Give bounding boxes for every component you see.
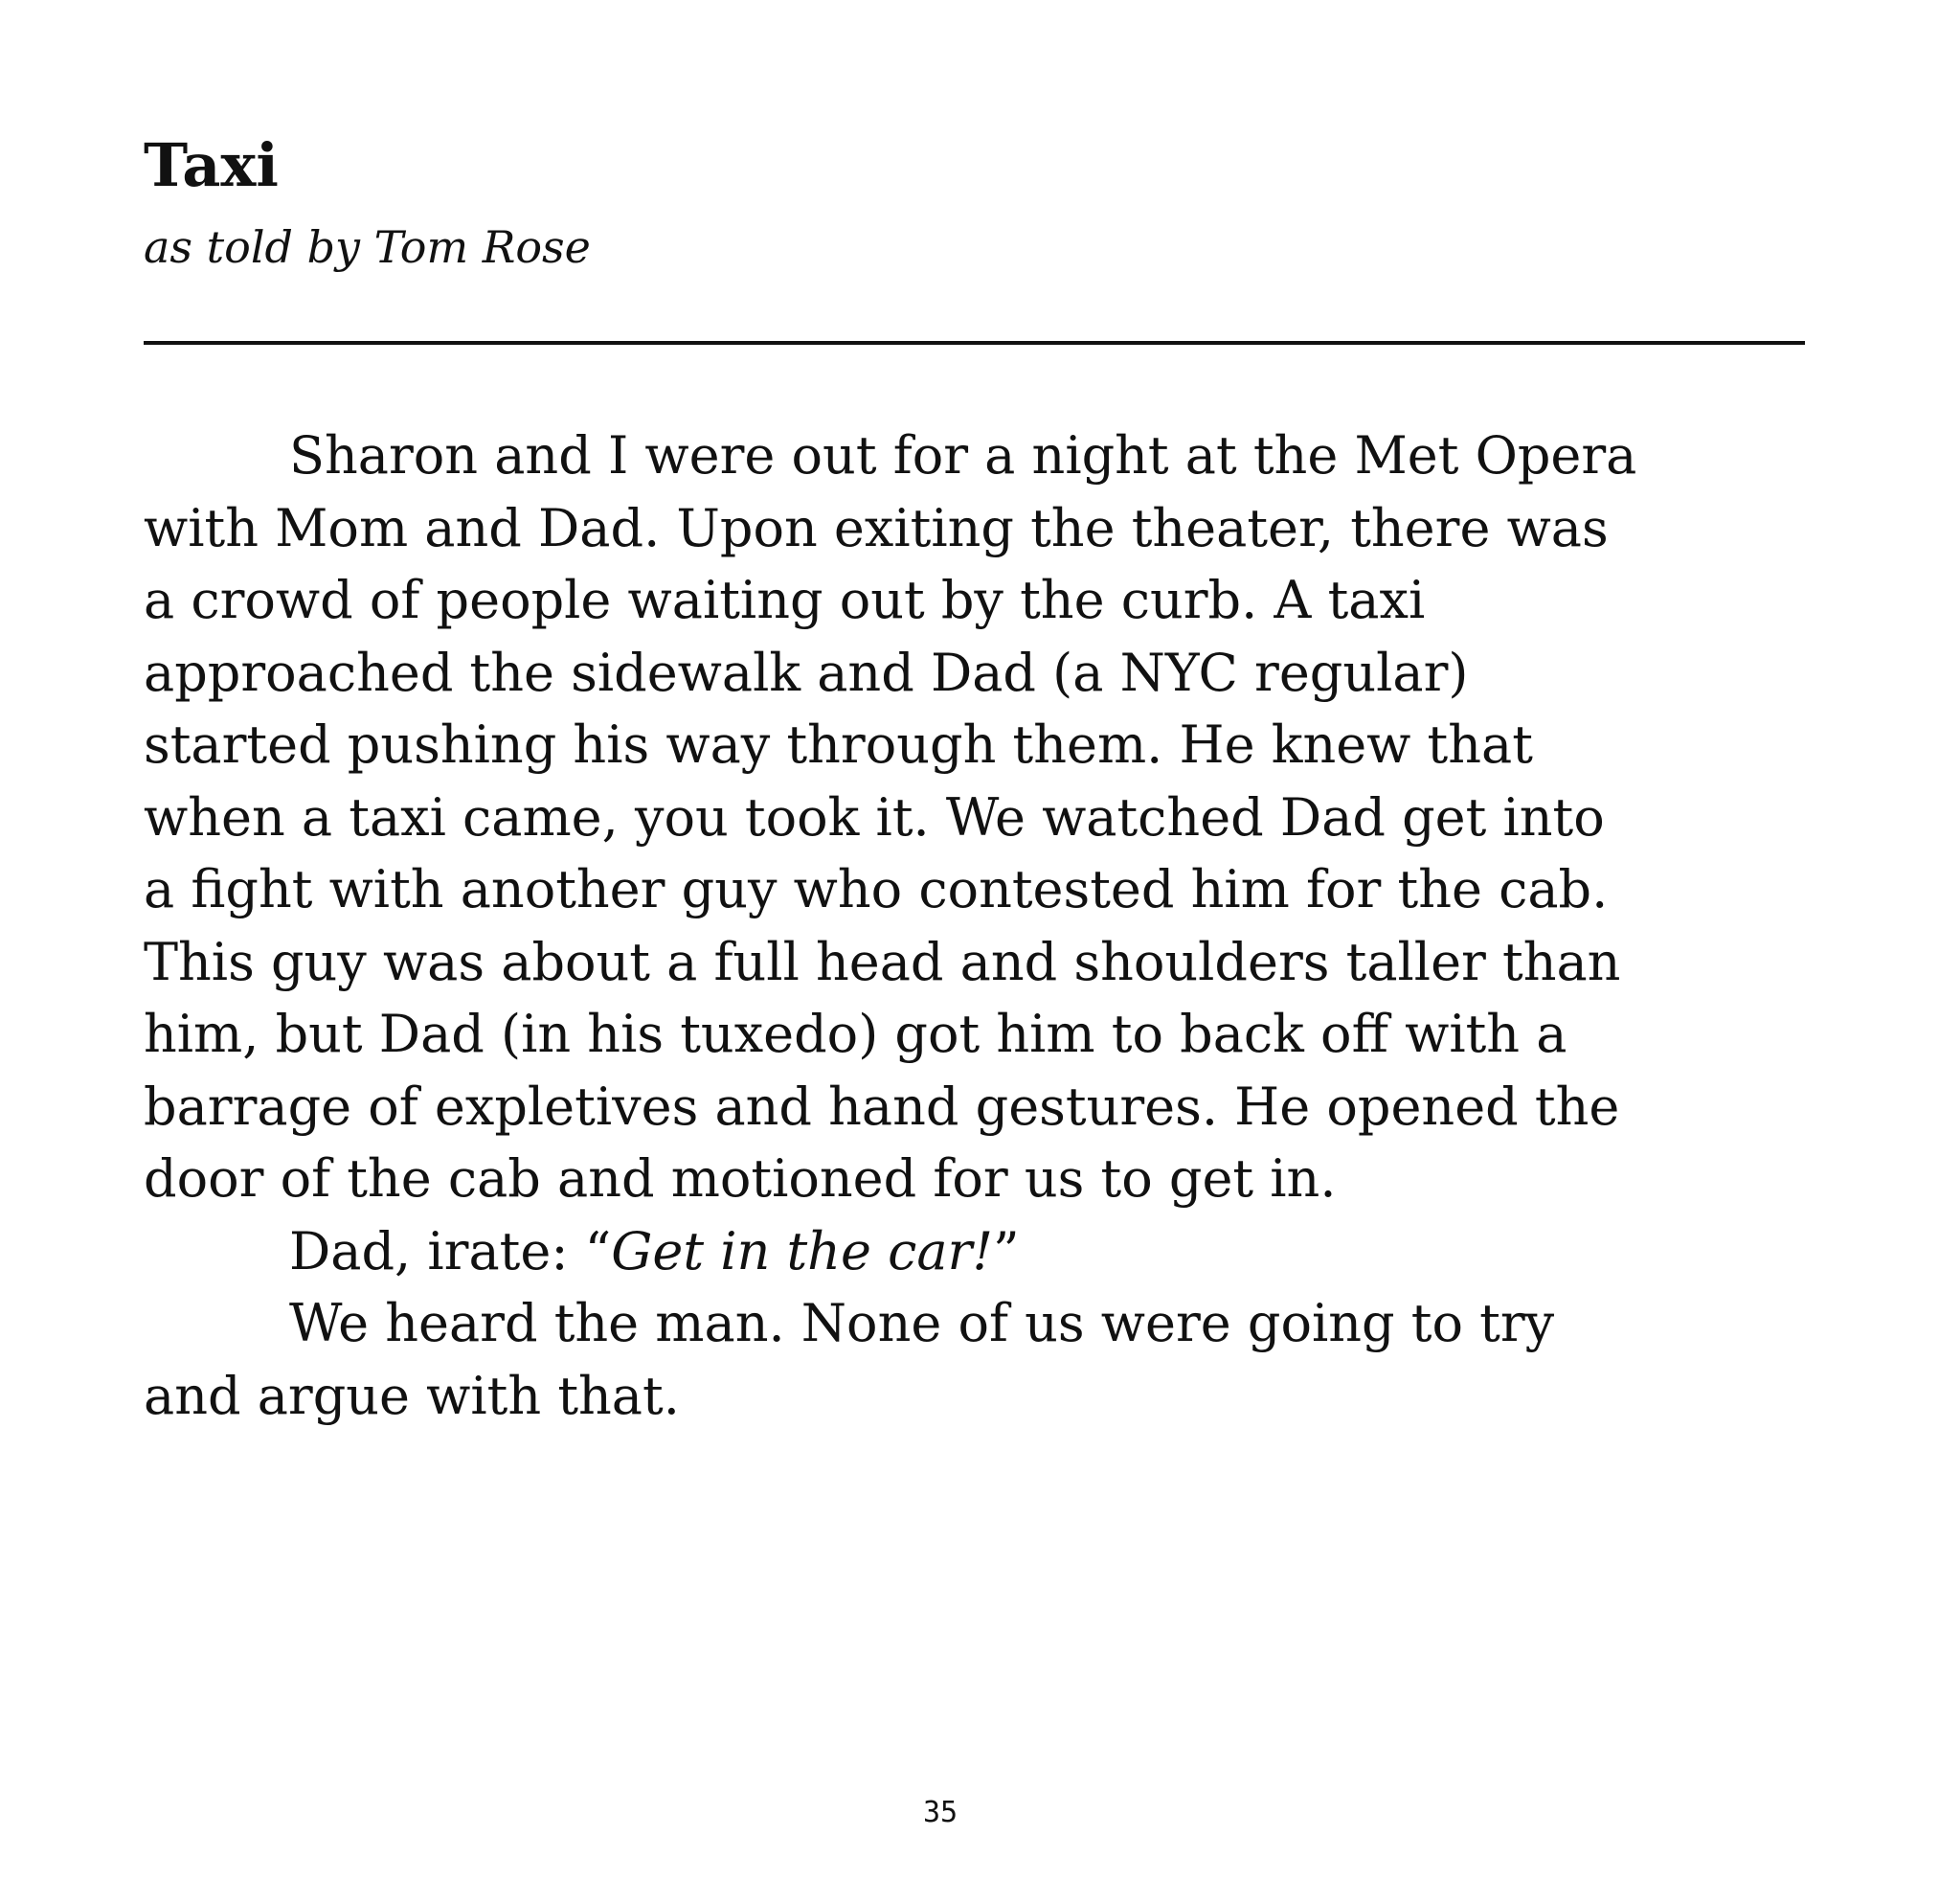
paragraph-3: [144, 1287, 1805, 1432]
text-line: This guy was about a full head and shoulders taller than: [144, 931, 1621, 992]
paragraph-2: [144, 1215, 1805, 1288]
page-number: 35: [922, 1796, 958, 1829]
title-divider: [144, 341, 1805, 345]
text-line: with Mom and Dad. Upon exiting the theater, there was: [144, 497, 1609, 558]
text-line: a crowd of people waiting out by the curb. A taxi: [144, 570, 1426, 630]
story-title: Taxi: [144, 130, 279, 200]
text-line: barrage of expletives and hand gestures. He opened the: [144, 1076, 1620, 1137]
dialogue-quote: Get in the car!: [611, 1220, 994, 1281]
story-byline: as told by Tom Rose: [144, 221, 591, 273]
paragraph-1: [144, 419, 1805, 1215]
story-body: [144, 419, 1805, 1432]
text-line: started pushing his way through them. He knew that: [144, 714, 1533, 775]
text-line: We heard the man. None of us were going to try: [289, 1293, 1555, 1353]
text-line: and argue with that.: [144, 1365, 680, 1426]
text-line: when a taxi came, you took it. We watched Dad get into: [144, 786, 1605, 848]
dialogue-prefix: Dad, irate: “: [289, 1220, 612, 1281]
text-line: approached the sidewalk and Dad (a NYC regular): [144, 642, 1469, 703]
text-line: door of the cab and motioned for us to get in.: [144, 1148, 1337, 1209]
text-line: Sharon and I were out for a night at the Met Opera: [289, 425, 1637, 486]
dialogue-suffix: ”: [993, 1220, 1020, 1281]
text-line: him, but Dad (in his tuxedo) got him to back off with a: [144, 1004, 1567, 1064]
text-line: a fight with another guy who contested him for the cab.: [144, 859, 1609, 919]
